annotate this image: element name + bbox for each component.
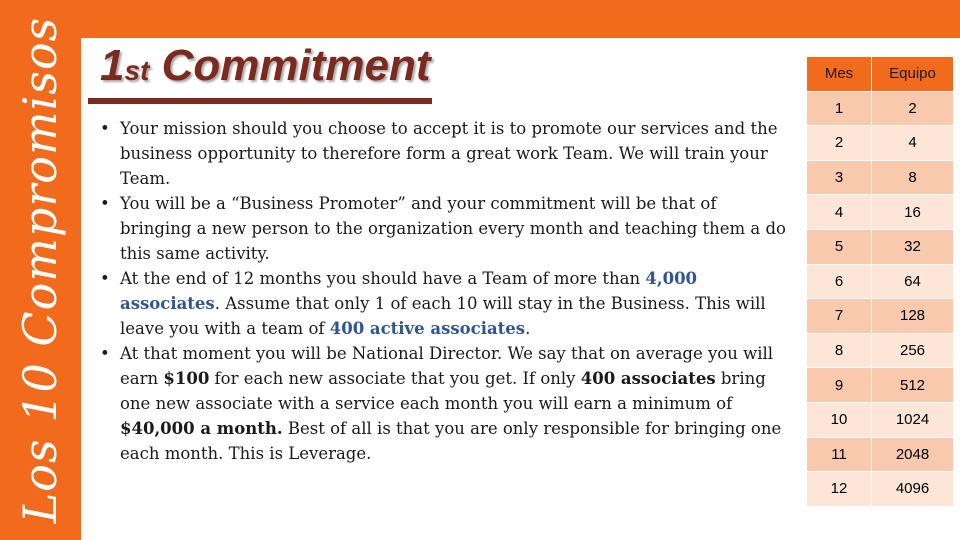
cell-equipo: 32 (872, 229, 954, 264)
cell-mes: 12 (807, 472, 872, 507)
cell-mes: 7 (807, 299, 872, 334)
table-row (807, 126, 954, 161)
bullet-text: for each new associate that you get. If only (209, 369, 581, 388)
header-equipo: Equipo (872, 57, 954, 92)
cell-mes: 11 (807, 437, 872, 472)
cell-equipo: 2048 (872, 437, 954, 472)
cell-equipo: 1024 (872, 402, 954, 437)
highlight-active-associates: 400 active associates (329, 319, 526, 338)
cell-equipo: 8 (872, 160, 954, 195)
bold-earning-amount: $100 (163, 369, 210, 388)
cell-mes: 6 (807, 264, 872, 299)
bullet-item (98, 341, 788, 466)
cell-equipo: 512 (872, 368, 954, 403)
bullet-item (98, 266, 788, 341)
table-row (807, 91, 954, 126)
slide-heading (100, 40, 431, 97)
cell-equipo: 2 (872, 91, 954, 126)
heading-number: 1 (100, 41, 125, 90)
cell-equipo: 64 (872, 264, 954, 299)
bullet-text: You will be a “Business Promoter” and your commitment will be that of bringing a new person to the organization every month and teaching them a do this same activity. (120, 194, 786, 263)
header-mes: Mes (807, 57, 872, 92)
table-row (807, 264, 954, 299)
bullet-item (98, 191, 788, 266)
bullet-text: At the end of 12 months you should have a Team of more than (120, 269, 646, 288)
bullet-list (98, 116, 788, 466)
side-title: Los 10 Compromisos (13, 16, 67, 524)
cell-mes: 8 (807, 333, 872, 368)
bold-monthly-minimum: $40,000 a month. (120, 419, 283, 438)
heading-title: Commitment (161, 41, 431, 90)
highlight-associates-count: 4,000 associates (120, 269, 698, 313)
bold-associates-count: 400 associates (580, 369, 716, 388)
growth-table (806, 56, 954, 507)
table-row (807, 437, 954, 472)
cell-equipo: 128 (872, 299, 954, 334)
cell-equipo: 4096 (872, 472, 954, 507)
table-row (807, 472, 954, 507)
cell-equipo: 4 (872, 126, 954, 161)
cell-mes: 1 (807, 91, 872, 126)
bullet-text: Your mission should you choose to accept it is to promote our services and the business opportunity to therefore form a great work Team. We will train your Team. (120, 119, 778, 188)
bullet-text: bring one new associate with a service each month you will earn a minimum of (120, 369, 766, 413)
cell-mes: 9 (807, 368, 872, 403)
bullet-item (98, 116, 788, 191)
bullet-text: . (525, 319, 531, 338)
bullet-text: . Assume that only 1 of each 10 will stay in the Business. This will leave you with a team of (120, 294, 766, 338)
cell-equipo: 256 (872, 333, 954, 368)
table-row (807, 195, 954, 230)
table-row (807, 160, 954, 195)
cell-mes: 10 (807, 402, 872, 437)
cell-equipo: 16 (872, 195, 954, 230)
bullet-text: At that moment you will be National Director. We say that on average you will earn (120, 344, 774, 388)
cell-mes: 3 (807, 160, 872, 195)
heading-suffix: st (124, 55, 150, 86)
heading-underline (88, 98, 432, 104)
top-accent-bar (81, 0, 960, 38)
bullet-text: Best of all is that you are only responsible for bringing one each month. This is Leverage. (120, 419, 782, 463)
cell-mes: 2 (807, 126, 872, 161)
table-row (807, 299, 954, 334)
table-row (807, 368, 954, 403)
table-row (807, 402, 954, 437)
table-row (807, 333, 954, 368)
table-header-row (807, 57, 954, 92)
table-row (807, 229, 954, 264)
cell-mes: 5 (807, 229, 872, 264)
cell-mes: 4 (807, 195, 872, 230)
